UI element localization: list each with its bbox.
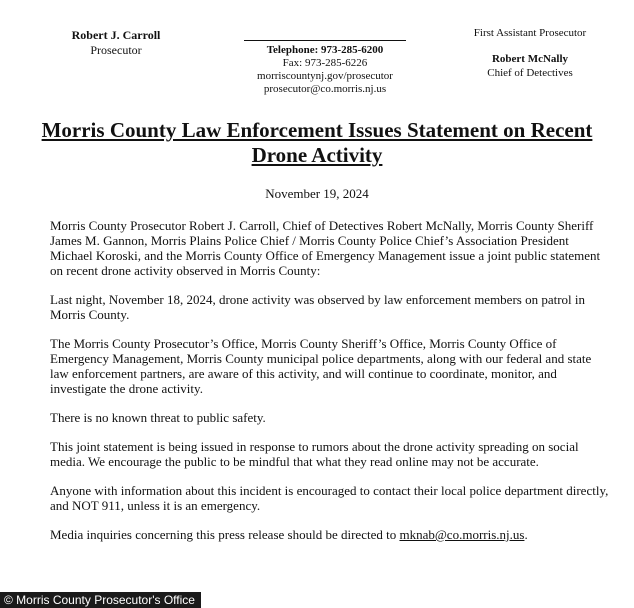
- chief-name: Robert McNally: [491, 53, 569, 65]
- fax: Fax: 973-285-6226: [282, 57, 368, 69]
- paragraph: Last night, November 18, 2024, drone activity was observed by law enforcement members on patrol in Morris County.: [50, 292, 586, 322]
- contact-block: [244, 40, 406, 96]
- contact-divider: [244, 40, 406, 41]
- paragraph: Anyone with information about this incident is encouraged to contact their local police department directly, and NOT 911, unless it is an emergency.: [50, 483, 609, 513]
- statement-body: [50, 218, 610, 556]
- prosecutor-block: [60, 28, 172, 58]
- paragraph: There is no known threat to public safety.: [50, 410, 266, 425]
- paragraph: This joint statement is being issued in response to rumors about the drone activity spreading on social media. We encourage the public to be mindful that what they read online may not be accurate.: [50, 439, 579, 469]
- paragraph: The Morris County Prosecutor’s Office, Morris County Sheriff’s Office, Morris County Office of Emergency Management, Morris County municipal police departments, along with our federal and state law enforcement partners, are aware of this activity, and will continue to coordinate, monitor, and investigate the drone activity.: [50, 336, 592, 396]
- headline: Morris County Law Enforcement Issues Statement on Recent Drone Activity: [41, 118, 593, 167]
- media-text: Media inquiries concerning this press release should be directed to: [50, 527, 400, 542]
- paragraph: Morris County Prosecutor Robert J. Carroll, Chief of Detectives Robert McNally, Morris County Sheriff James M. Gannon, Morris Plains Police Chief / Morris County Police Chief’s Association President Michael Koroski, and the Morris County Office of Emergency Management issue a joint public statement on recent drone activity observed in Morris County:: [50, 218, 601, 278]
- release-date: November 19, 2024: [265, 186, 369, 201]
- media-suffix: .: [524, 527, 528, 542]
- letterhead: [0, 0, 634, 110]
- first-assistant-title: First Assistant Prosecutor: [473, 27, 587, 39]
- chief-title: Chief of Detectives: [487, 67, 573, 79]
- media-inquiries: [50, 527, 610, 542]
- prosecutor-title: Prosecutor: [90, 43, 142, 57]
- website: morriscountynj.gov/prosecutor: [257, 70, 393, 82]
- contact-email: prosecutor@co.morris.nj.us: [263, 83, 387, 95]
- prosecutor-name: Robert J. Carroll: [71, 28, 161, 42]
- media-email-link[interactable]: mknab@co.morris.nj.us: [399, 527, 525, 542]
- telephone: Telephone: 973-285-6200: [266, 44, 384, 56]
- photo-credit: © Morris County Prosecutor's Office: [0, 592, 201, 608]
- chief-block: [462, 26, 598, 80]
